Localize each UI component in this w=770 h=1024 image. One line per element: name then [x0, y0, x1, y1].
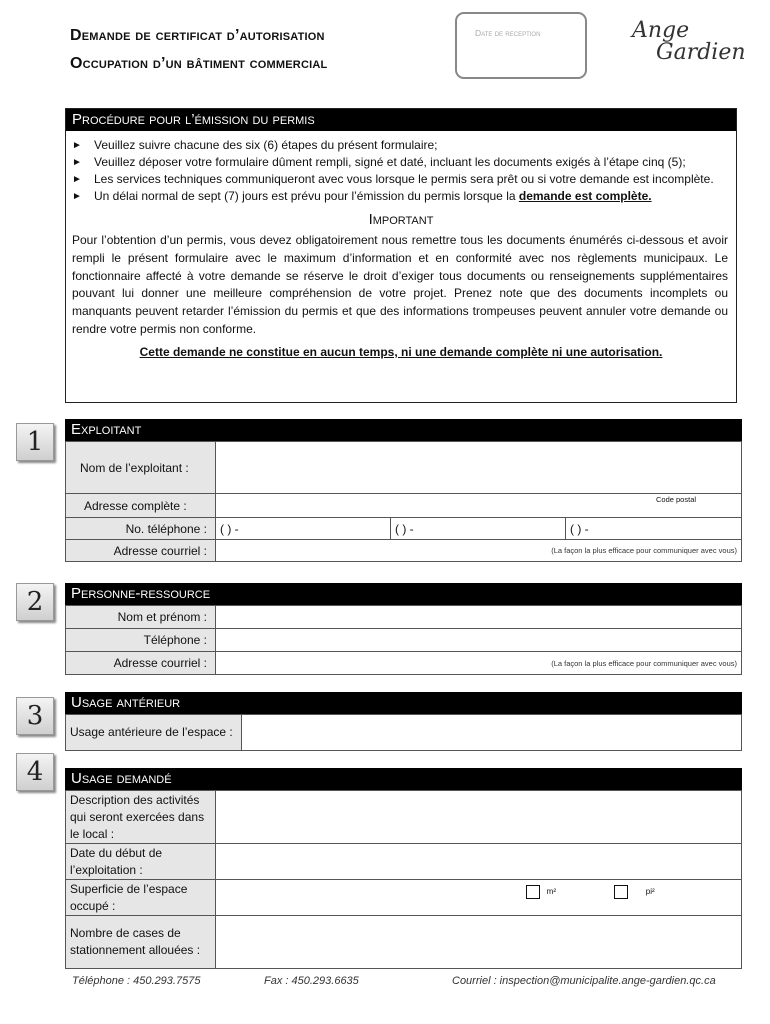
procedure-list [66, 137, 736, 205]
procedure-box [65, 108, 737, 403]
footer-fax: Fax : 450.293.6635 [264, 975, 359, 987]
contact-table [65, 605, 742, 675]
procedure-bullet: ► Un délai normal de sept (7) jours est prévu pour l’émission du permis lorsque la demande est complète. [72, 189, 652, 203]
start-date-label: Date du début de l’exploitation : [66, 844, 216, 880]
section-usage-demande [65, 768, 742, 969]
parking-label: Nombre de cases de stationnement allouées : [66, 916, 216, 969]
email-hint: (La façon la plus efficace pour communiquer avec vous) [551, 546, 737, 555]
logo-line-1: Ange [632, 18, 690, 43]
prior-usage-table [65, 714, 742, 751]
contact-name-field[interactable] [216, 606, 742, 629]
contact-email-field[interactable] [216, 652, 742, 675]
bullet-icon: ► [72, 191, 82, 202]
step-2-badge: 2 [16, 583, 54, 621]
disclaimer-note: Cette demande ne constitue en aucun temps, ni une demande complète ni une autorisation. [139, 344, 663, 359]
complete-request-emphasis: demande est complète. [518, 189, 652, 203]
procedure-bullet: ► Veuillez déposer votre formulaire dûment rempli, signé et daté, incluant les documents exigés à l’étape cinq (5); [72, 155, 686, 169]
municipality-logo [628, 18, 746, 72]
pi2-checkbox[interactable] [614, 885, 628, 899]
footer-email: Courriel : inspection@municipalite.ange-gardien.qc.ca [452, 975, 716, 987]
m2-checkbox[interactable] [526, 885, 540, 899]
contact-email-hint: (La façon la plus efficace pour communiquer avec vous) [551, 658, 737, 668]
prior-usage-field[interactable] [242, 715, 742, 751]
section-3-heading: Usage antérieur [65, 692, 742, 714]
start-date-field[interactable] [216, 844, 742, 880]
important-text: Pour l’obtention d’un permis, vous devez obligatoirement nous remettre tous les documents énumérés ci-dessous et avoir rempli le présent formulaire avec le maximum d’information et en conformité avec nos règlements municipaux. Le fonctionnaire affecté à votre demande se réserve le droit d’exiger tous documents ou renseignements supplémentaires pouvant lui donner une meilleure compréhension de votre projet. Prenez note que des documents incomplets ou manquants peuvent retarder l’émission du permis et que des informations trompeuses peuvent annuler votre demande ou rendre votre permis non conforme. [72, 233, 728, 336]
address-label: Adresse complète : [66, 494, 216, 518]
phone-field-1[interactable]: ( ) - [216, 518, 391, 540]
reception-date-box [455, 12, 587, 79]
unit-pi2-option[interactable]: pi² [614, 883, 655, 900]
reception-date-label: Date de reception [475, 28, 541, 38]
activities-label: Description des activités qui seront exercées dans le local : [66, 791, 216, 844]
phone-field-3[interactable]: ( ) - [566, 518, 742, 540]
section-usage-anterieur [65, 692, 742, 751]
area-field[interactable] [216, 880, 742, 916]
requested-usage-table [65, 790, 742, 969]
bullet-icon: ► [72, 174, 82, 185]
section-personne-ressource [65, 583, 742, 675]
procedure-bullet: ► Veuillez suivre chacune des six (6) étapes du présent formulaire; [72, 138, 438, 152]
section-1-heading: Exploitant [65, 419, 742, 441]
parking-field[interactable] [216, 916, 742, 969]
bullet-icon: ► [72, 157, 82, 168]
area-label: Superficie de l’espace occupé : [66, 880, 216, 916]
step-4-badge: 4 [16, 753, 54, 791]
address-field[interactable] [216, 494, 742, 518]
step-3-badge: 3 [16, 697, 54, 735]
bullet-icon: ► [72, 140, 82, 151]
logo-line-2: Gardien [656, 40, 746, 65]
contact-phone-label: Téléphone : [66, 629, 216, 652]
title-line-2: Occupation d’un bâtiment commercial [70, 55, 328, 72]
exploitant-table [65, 441, 742, 562]
procedure-heading: Procédure pour l’émission du permis [66, 109, 736, 131]
exploitant-name-field[interactable] [216, 442, 742, 494]
footer-phone: Téléphone : 450.293.7575 [72, 975, 201, 987]
contact-name-label: Nom et prénom : [66, 606, 216, 629]
phone-label: No. téléphone : [66, 518, 216, 540]
important-heading: Important [368, 211, 434, 228]
activities-field[interactable] [216, 791, 742, 844]
title-line-1: Demande de certificat d’autorisation [70, 27, 325, 44]
exploitant-name-label: Nom de l’exploitant : [66, 442, 216, 494]
section-exploitant [65, 419, 742, 562]
contact-email-label: Adresse courriel : [66, 652, 216, 675]
phone-field-2[interactable]: ( ) - [391, 518, 566, 540]
email-field[interactable] [216, 540, 742, 562]
postal-code-label: Code postal [656, 495, 697, 504]
section-4-heading: Usage demandé [65, 768, 742, 790]
prior-usage-label: Usage antérieure de l’espace : [66, 715, 242, 751]
contact-phone-field[interactable] [216, 629, 742, 652]
procedure-bullet: ► Les services techniques communiqueront avec vous lorsque le permis sera prêt ou si votre demande est incomplète. [72, 172, 714, 186]
email-label: Adresse courriel : [66, 540, 216, 562]
unit-m2-option[interactable]: m² [526, 883, 556, 900]
step-1-badge: 1 [16, 423, 54, 461]
section-2-heading: Personne-ressource [65, 583, 742, 605]
document-title [70, 22, 327, 78]
